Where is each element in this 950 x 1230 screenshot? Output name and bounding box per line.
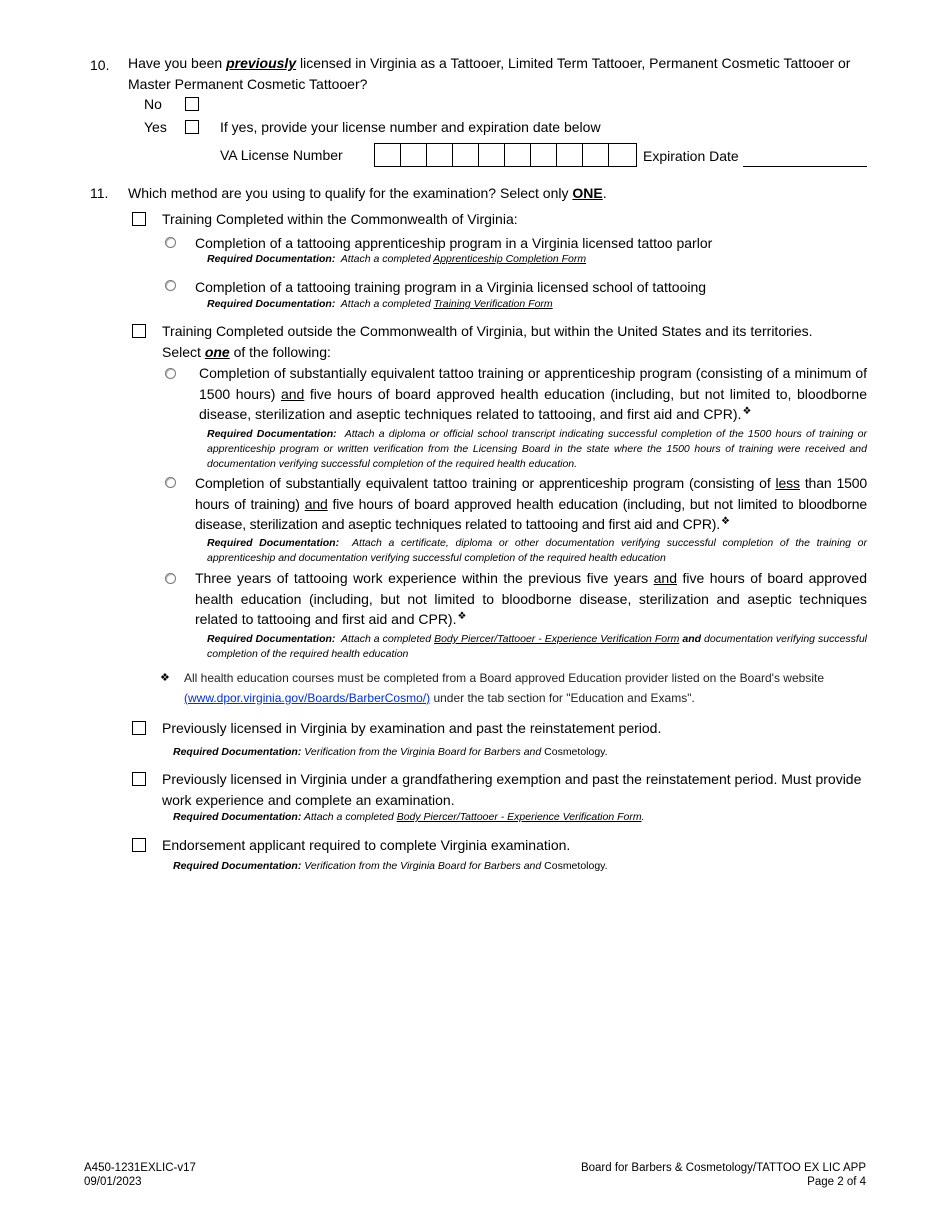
va-apprenticeship-text: Completion of a tattooing apprenticeship program in a Virginia licensed tattoo parlor [195, 235, 713, 251]
text-part: Completion of substantially equivalent tattoo training or apprenticeship program (consisting of [195, 475, 776, 491]
out-less-1500-doc [207, 536, 867, 566]
diamond-icon: ❖ [721, 516, 730, 527]
va-apprenticeship-doc [207, 252, 586, 267]
text-part: five hours of board approved health education (including, but not limited to, bloodborne disease, sterilization and aseptic techniques related to tattooing, and first aid and CPR). [199, 385, 868, 422]
q11-question [128, 183, 868, 204]
text-part: five hours of board approved health education (including, but not limited to bloodborne disease, sterilization and aseptic techniques related to tattooing and first aid and CPR). [195, 570, 868, 627]
va-apprenticeship-radio[interactable] [165, 237, 176, 248]
license-number-label: VA License Number [220, 147, 343, 163]
reinstatement-doc [173, 745, 608, 760]
doc-label: Required Documentation: [207, 298, 336, 310]
va-school-doc [207, 297, 553, 312]
q10-emphasis: previously [226, 55, 297, 71]
doc-text: Cosmetology. [544, 746, 608, 758]
q11-text-post: . [602, 185, 607, 201]
doc-text: Verification from the Virginia Board for Barbers and [301, 746, 545, 758]
out-experience-radio[interactable] [165, 573, 176, 584]
va-training-checkbox[interactable] [132, 212, 146, 226]
footer-page-number: Page 2 of 4 [807, 1176, 866, 1188]
doc-text: documentation verifying successful completion of the required health education [207, 633, 868, 660]
apprenticeship-form-link[interactable]: Apprenticeship Completion Form [433, 253, 587, 265]
footer-board: Board for Barbers & Cosmetology/TATTOO EX LIC APP [580, 1162, 866, 1174]
doc-label: Required Documentation: [207, 428, 337, 440]
doc-label: Required Documentation: [207, 633, 336, 645]
doc-text: . [641, 811, 645, 823]
out-training-checkbox[interactable] [132, 324, 146, 338]
q11-text-pre: Which method are you using to qualify for the examination? Select only [128, 185, 573, 201]
doc-text: Attach a completed [301, 811, 397, 823]
endorsement-doc [173, 859, 608, 874]
doc-text: Attach a diploma or official school transcript indicating successful completion of the 1500 hours of training or apprenticeship program or written verification from the Licensing Board in the state where the 1500 hours of training were received and documentation verifying successful completion of the required health education. [207, 428, 867, 470]
q10-text-pre: Have you been [128, 55, 227, 71]
doc-label: Required Documentation: [173, 811, 302, 823]
doc-text: Verification from the Virginia Board for Barbers and [301, 860, 545, 872]
text-underlined: and [653, 570, 677, 586]
note-bullet-icon: ❖ [160, 672, 170, 684]
text-part: five hours of board approved health education (including, but not limited to bloodborne disease, sterilization and aseptic techniques related to tattooing and first aid and CPR). [195, 495, 867, 532]
doc-text: Attach a certificate, diploma or other documentation verifying successful completion of the training or apprenticeship and documentation verifying successful completion of the required health education [207, 537, 868, 564]
text-part: Three years of tattooing work experience within the previous five years [195, 570, 654, 586]
va-school-radio[interactable] [165, 280, 176, 291]
grandfather-label: Previously licensed in Virginia under a grandfathering exemption and past the reinstatement period. Must provide work experience and complete an examination. [162, 771, 862, 808]
experience-form-link[interactable]: Body Piercer/Tattooer - Experience Verification Form [396, 811, 642, 823]
expiration-date-label: Expiration Date [643, 148, 739, 164]
endorsement-label: Endorsement applicant required to complete Virginia examination. [162, 837, 571, 853]
doc-label: Required Documentation: [207, 537, 340, 549]
endorsement-checkbox[interactable] [132, 838, 146, 852]
q10-text-post: licensed in Virginia as a Tattooer, Limited Term Tattooer, Permanent Cosmetic Tattooer or Master Permanent Cosmetic Tattooer? [128, 55, 851, 92]
out-1500-doc [207, 427, 867, 472]
q10-yes-instruction: If yes, provide your license number and expiration date below [220, 119, 601, 135]
doc-text: Attach a completed [340, 298, 434, 310]
q11-emphasis: ONE [572, 185, 603, 201]
q10-number: 10. [90, 57, 110, 73]
out-1500-radio[interactable] [165, 368, 176, 379]
doc-label: Required Documentation: [207, 253, 336, 265]
q10-no-checkbox[interactable] [185, 97, 199, 111]
doc-label: Required Documentation: [173, 746, 302, 758]
dpor-website-link[interactable]: (www.dpor.virginia.gov/Boards/BarberCosmo/) [184, 690, 431, 705]
text-underlined: and [280, 385, 305, 402]
q10-no-label: No [144, 96, 162, 112]
diamond-icon: ❖ [742, 406, 752, 417]
doc-text: Attach a completed [340, 253, 434, 265]
text-part: Completion of substantially equivalent tattoo training or apprenticeship program (consisting of a minimum of 1500 hours) [199, 365, 867, 402]
doc-label: Required Documentation: [173, 860, 302, 872]
select-post: of the following: [229, 344, 331, 360]
diamond-icon: ❖ [457, 611, 467, 622]
out-training-select [162, 342, 331, 363]
doc-and: and [679, 633, 702, 645]
experience-form-link[interactable]: Body Piercer/Tattooer - Experience Verification Form [434, 633, 680, 645]
text-part: than 1500 hours of training) [195, 475, 867, 512]
out-1500-text [199, 363, 867, 428]
reinstatement-checkbox[interactable] [132, 721, 146, 735]
health-education-note [184, 669, 868, 708]
q10-yes-label: Yes [144, 119, 167, 135]
q10-question [128, 53, 868, 94]
expiration-date-field[interactable] [743, 166, 867, 167]
q11-number: 11. [90, 185, 109, 201]
grandfather-checkbox[interactable] [132, 772, 146, 786]
note-text: under the tab section for "Education and Exams". [430, 690, 695, 705]
out-less-1500-radio[interactable] [165, 477, 176, 488]
training-verification-form-link[interactable]: Training Verification Form [433, 298, 553, 310]
grandfather-doc [173, 810, 645, 825]
note-text: All health education courses must be completed from a Board approved Education provider listed on the Board's website [184, 671, 824, 685]
footer-date: 09/01/2023 [84, 1176, 142, 1188]
doc-text: Cosmetology. [544, 860, 608, 872]
text-underlined: and [304, 495, 328, 512]
out-experience-text [195, 568, 867, 633]
license-number-field[interactable] [374, 143, 637, 167]
out-experience-doc [207, 632, 867, 662]
out-training-label: Training Completed outside the Commonwealth of Virginia, but within the United States and its territories. [162, 323, 813, 339]
footer-form-id: A450-1231EXLIC-v17 [84, 1162, 196, 1174]
out-less-1500-text [195, 473, 867, 538]
doc-text: Attach a completed [341, 633, 435, 645]
q10-yes-checkbox[interactable] [185, 120, 199, 134]
reinstatement-label: Previously licensed in Virginia by examination and past the reinstatement period. [162, 720, 662, 736]
va-school-text: Completion of a tattooing training program in a Virginia licensed school of tattooing [195, 279, 707, 295]
select-pre: Select [162, 344, 205, 360]
text-underlined: less [775, 475, 800, 491]
va-training-label: Training Completed within the Commonwealth of Virginia: [162, 211, 518, 227]
select-emphasis: one [204, 344, 230, 360]
